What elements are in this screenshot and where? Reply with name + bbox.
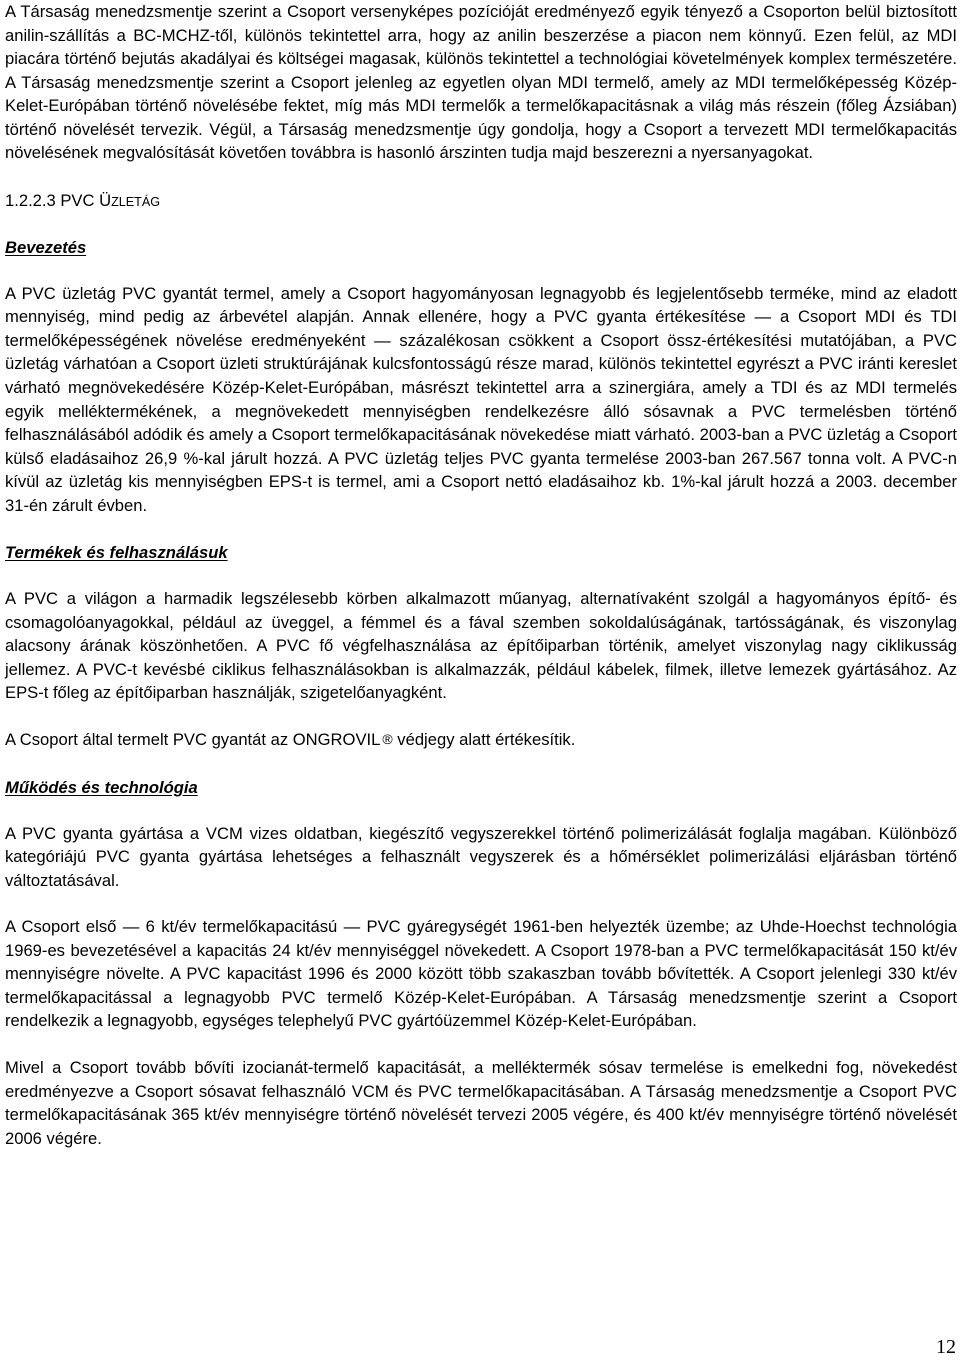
section-heading xyxy=(5,189,957,214)
termekek-paragraph-2 xyxy=(5,728,957,752)
section-title-rest: ZLETÁG xyxy=(111,194,161,209)
heading-mukodes: Működés és technológia xyxy=(5,777,198,797)
termekek-paragraph-2-after: védjegy alatt értékesítik. xyxy=(392,730,576,750)
section-title-initial: Ü xyxy=(99,190,112,210)
termekek-paragraph-1: A PVC a világon a harmadik legszélesebb körben alkalmazott műanyag, alternatívaként szolgál a hagyományos építő- és csomagolóanyagokkal, például az üveggel, a fémmel és a fával szemben sokoldalúságának, tartósságának, és viszonylag alacsony árának köszönhetően. A PVC fő végfelhasználása az építőiparban történik, amelyet viszonylag nagy ciklikusság jellemez. A PVC-t kevésbé ciklikus felhasználásokban is alkalmazzák, például kábelek, filmek, illetve lemezek gyártásához. Az EPS-t főleg az építőiparban használják, szigetelőanyagként. xyxy=(5,589,957,703)
mukodes-paragraph-3: Mivel a Csoport tovább bővíti izocianát-termelő kapacitását, a melléktermék sósav termelése is emelkedni fog, növekedést eredményezve a Csoport sósavat felhasználó VCM és PVC termelőkapacitásában. A Társaság menedzsmentje a Csoport PVC termelőkapacitásának 365 kt/év mennyiségre történő növelését tervezi 2005 végére, és 400 kt/év mennyiségre történő növelését 2006 végére. xyxy=(5,1057,957,1148)
registered-trademark-icon: ® xyxy=(382,731,393,748)
bevezetes-paragraph: A PVC üzletág PVC gyantát termel, amely a Csoport hagyományosan legnagyobb és legjelentősebb terméke, mind az eladott mennyiség, mind pedig az árbevétel alapján. Annak ellenére, hogy a PVC gyanta értékesítése — a Csoport MDI és TDI termelőképességének növelése eredményeként — százalékosan csökkent a Csoport össz-értékesítési mutatójában, a PVC üzletág várhatóan a Csoport üzleti struktúrájának kulcsfontosságú része marad, különös tekintettel egyrészt a PVC iránti kereslet várható megnövekedésére Közép-Kelet-Európában, másrészt tekintettel arra a szinergiára, amely a TDI és az MDI termelés egyik melléktermékének, a megnövekedett mennyiségben rendelkezésre álló sósavnak a PVC termelésben történő felhasználásából adódik és amely a Csoport termelőkapacitásának növekedése miatt várható. 2003-ban a PVC üzletág a Csoport külső eladásaihoz 26,9 %-kal járult hozzá. A PVC üzletág teljes PVC gyanta termelése 2003-ban 267.567 tonna volt. A PVC-n kívül az üzletág kis mennyiségben EPS-t is termel, ami a Csoport nettó eladásaihoz kb. 1%-kal járult hozzá a 2003. december 31-én zárult évben. xyxy=(5,283,957,515)
intro-paragraph: A Társaság menedzsmentje szerint a Csoport versenyképes pozícióját eredményező egyik tényező a Csoporton belül biztosított anilin-szállítás a BC-MCHZ-től, különös tekintettel arra, hogy az anilin beszerzése a piacon nem könnyű. Ezen felül, az MDI piacára történő bejutás akadályai és költségei magasak, különös tekintettel a technológiai követelmények komplex természetére. A Társaság menedzsmentje szerint a Csoport jelenleg az egyetlen olyan MDI termelő, amely az MDI termelőképesség Közép-Kelet-Európában történő növelésébe fektet, míg más MDI termelők a termelőkapacitásnak a világ más részein (főleg Ázsiában) történő növelését tervezik. Végül, a Társaság menedzsmentje úgy gondolja, hogy a Csoport a tervezett MDI termelőkapacitás növelésének megvalósítását követően továbbra is hasonló árszinten tudja majd beszerezni a nyersanyagokat. xyxy=(5,2,957,163)
termekek-paragraph-2-before: A Csoport által termelt PVC gyantát az ONGROVIL xyxy=(5,730,381,750)
document-page xyxy=(5,0,957,1150)
heading-bevezetes: Bevezetés xyxy=(5,237,87,257)
mukodes-paragraph-2: A Csoport első — 6 kt/év termelőkapacitású — PVC gyáregységét 1961-ben helyezték üzembe; az Uhde-Hoechst technológia 1969-es bevezetésével a kapacitás 24 kt/év mennyiséggel növekedett. A Csoport 1978-ban a PVC termelőkapacitását 150 kt/év mennyiségre növelte. A PVC kapacitást 1996 és 2000 között több szakaszban tovább bővítették. A Csoport jelenlegi 330 kt/év termelőkapacitással a legnagyobb PVC termelő Közép-Kelet-Európában. A Társaság menedzsmentje szerint a Csoport rendelkezik a legnagyobb, egységes telephelyű PVC gyártóüzemmel Közép-Kelet-Európában. xyxy=(5,917,957,1031)
mukodes-paragraph-1: A PVC gyanta gyártása a VCM vizes oldatban, kiegészítő vegyszerekkel történő polimerizálását foglalja magában. Különböző kategóriájú PVC gyanta gyártása lehetséges a felhasznált vegyszerek és a hőmérséklet polimerizálási eljárásban történő változtatásával. xyxy=(5,823,957,890)
section-number: 1.2.2.3 PVC xyxy=(5,190,100,210)
heading-termekek: Termékek és felhasználásuk xyxy=(5,543,228,563)
page-number: 12 xyxy=(936,1336,956,1358)
